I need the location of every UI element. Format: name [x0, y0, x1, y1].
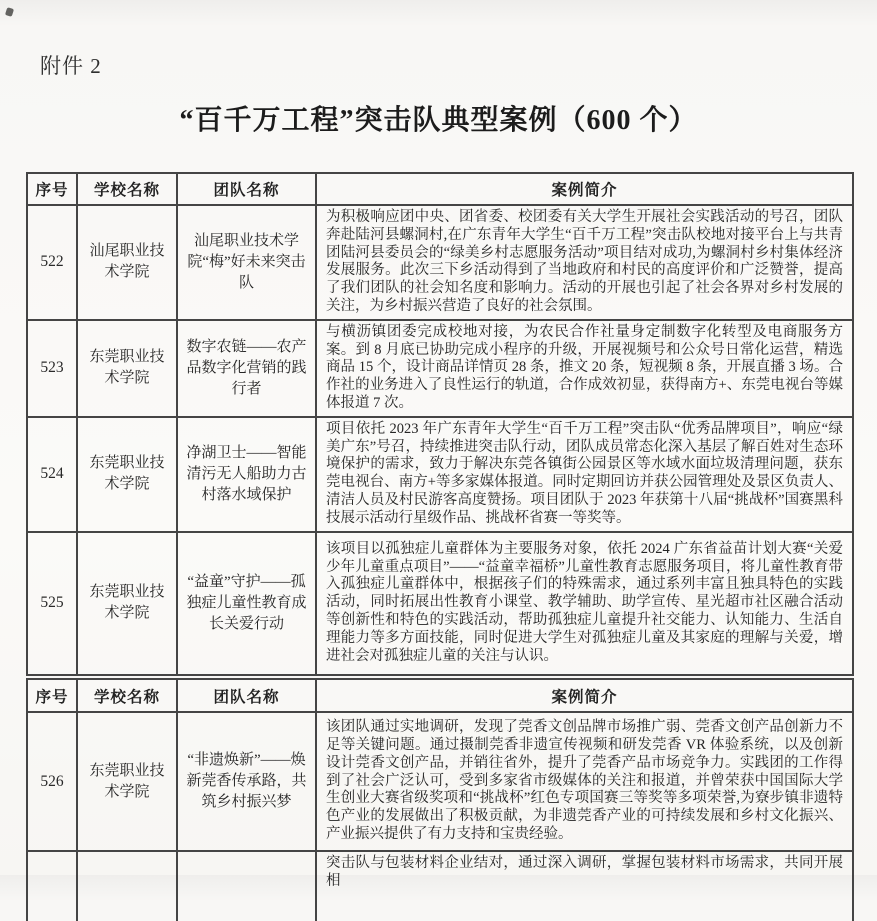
- team-name: 数字农链——农产品数字化营销的践行者: [177, 320, 316, 417]
- header-summary: 案例简介: [316, 173, 853, 205]
- header-no: 序号: [27, 173, 77, 205]
- case-no: 524: [27, 417, 77, 532]
- table2-header-row: [27, 679, 853, 712]
- case-summary: 与横沥镇团委完成校地对接，为农民合作社量身定制数字化转型及电商服务方案。到 8 月底已协助完成小程序的升级，开展视频号和公众号日常化运营，精选商品 15 个，设计商品详情页 28 条，推文 20 条，短视频 8 条，开展直播 3 场。合作社的业务进入了良性运行的轨道，合作成效初显，获得南方+、东莞电视台等媒体报道 7 次。: [316, 320, 853, 417]
- school-name: 汕尾职业技术学院: [77, 205, 177, 320]
- header-team: 团队名称: [177, 173, 316, 205]
- case-summary: 该团队通过实地调研，发现了莞香文创品牌市场推广弱、莞香文创产品创新力不足等关键问题。通过摄制莞香非遗宣传视频和研发莞香 VR 体验系统，以及创新设计莞香文创产品，并销往省外，提升了莞香产品市场竞争力。实践团的工作得到了社会广泛认可，受到多家省市级媒体的关注和报道，并曾荣获中国国际大学生创业大赛省级奖项和“挑战杯”红色专项国赛三等奖等多项荣誉,为寮步镇非遗特色产业的发展做出了积极贡献，为非遗莞香产业的可持续发展和乡村文化振兴、产业振兴提供了有力支持和宝贵经验。: [316, 712, 853, 851]
- case-row-525: [27, 532, 853, 675]
- case-row-522: [27, 205, 853, 320]
- case-summary: 项目依托 2023 年广东青年大学生“百千万工程”突击队“优秀品牌项目”，响应“绿美广东”号召，持续推进突击队行动，团队成员常态化深入基层了解百姓对生态环境保护的需求，致力于解决东莞各镇街公园景区等水域水面垃圾清理问题，获东莞电视台、南方+等多家媒体报道。同时定期回访并获公园管理处及景区负责人、清洁人员及村民游客高度赞扬。项目团队于 2023 年获第十八届“挑战杯”国赛黑科技展示活动行星级作品、挑战杯省赛一等奖等。: [316, 417, 853, 532]
- header-school: 学校名称: [77, 173, 177, 205]
- case-summary-partial: 突击队与包装材料企业结对，通过深入调研，掌握包装材料市场需求，共同开展相: [316, 851, 853, 921]
- empty-cell: [177, 851, 316, 921]
- case-row-523: [27, 320, 853, 417]
- case-no: 522: [27, 205, 77, 320]
- case-no: 523: [27, 320, 77, 417]
- scan-artifact: [5, 7, 14, 17]
- school-name: 东莞职业技术学院: [77, 712, 177, 851]
- team-name: 净湖卫士——智能清污无人船助力古村落水域保护: [177, 417, 316, 532]
- case-row-526: [27, 712, 853, 851]
- header-no: 序号: [27, 679, 77, 712]
- team-name: 汕尾职业技术学院“梅”好未来突击队: [177, 205, 316, 320]
- empty-cell: [77, 851, 177, 921]
- header-school: 学校名称: [77, 679, 177, 712]
- team-name: “益童”守护——孤独症儿童性教育成长关爱行动: [177, 532, 316, 675]
- case-table-1: [26, 172, 854, 676]
- page-title: “百千万工程”突击队典型案例（600 个）: [179, 105, 698, 136]
- case-summary: 为积极响应团中央、团省委、校团委有关大学生开展社会实践活动的号召，团队奔赴陆河县螺洞村,在广东青年大学生“百千万工程”突击队校地对接平台上与共青团陆河县委员会的“绿美乡村志愿服务活动”项目结对成功,为螺洞村乡村集体经济发展服务。此次三下乡活动得到了当地政府和村民的高度评价和广泛赞誉，提高了我们团队的社会知名度和影响力。活动的开展也引起了社会各界对乡村发展的关注，为乡村振兴营造了良好的社会氛围。: [316, 205, 853, 320]
- school-name: 东莞职业技术学院: [77, 417, 177, 532]
- table1-header-row: [27, 173, 853, 205]
- team-name: “非遗焕新”——焕新莞香传承路，共筑乡村振兴梦: [177, 712, 316, 851]
- empty-cell: [27, 851, 77, 921]
- school-name: 东莞职业技术学院: [77, 320, 177, 417]
- header-team: 团队名称: [177, 679, 316, 712]
- case-table-2: [26, 678, 854, 921]
- case-no: 526: [27, 712, 77, 851]
- header-summary: 案例简介: [316, 679, 853, 712]
- case-row-524: [27, 417, 853, 532]
- case-row-partial: [27, 851, 853, 921]
- case-summary: 该项目以孤独症儿童群体为主要服务对象，依托 2024 广东省益苗计划大赛“关爱少年儿童重点项目”——“益童幸福桥”儿童性教育志愿服务项目，将儿童性教育带入孤独症儿童群体中，根据孩子们的特殊需求，通过系列丰富且独具特色的实践活动，同时拓展出性教育小课堂、教学辅助、助学宣传、星光超市社区融合活动等创新性和特色的实践活动，帮助孤独症儿童提升社交能力、认知能力、生活自理能力等多方面技能，同时促进大学生对孤独症儿童及其家庭的理解与关爱，增进社会对孤独症儿童的关注与认识。: [316, 532, 853, 675]
- attachment-label: 附件 2: [40, 54, 102, 78]
- case-no: 525: [27, 532, 77, 675]
- school-name: 东莞职业技术学院: [77, 532, 177, 675]
